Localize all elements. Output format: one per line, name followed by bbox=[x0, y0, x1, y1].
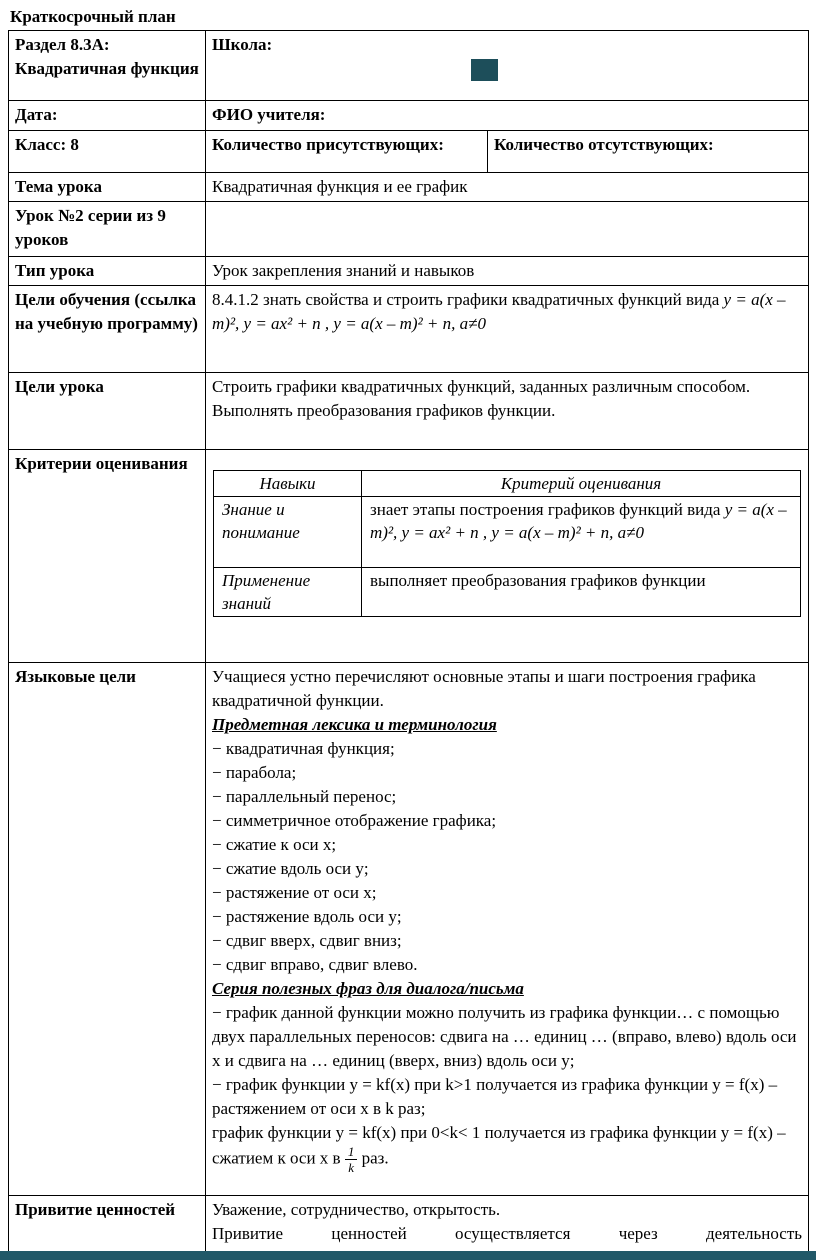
class-cell bbox=[9, 131, 206, 173]
row-criteria bbox=[9, 450, 809, 663]
language-goals-label: Языковые цели bbox=[15, 667, 136, 686]
present-cell bbox=[206, 131, 488, 173]
term-item: − парабола; bbox=[212, 763, 297, 782]
criteria-label-cell bbox=[9, 450, 206, 663]
skills-header: Навыки bbox=[214, 471, 362, 497]
topic-value: Квадратичная функция и ее график bbox=[212, 177, 468, 196]
school-label: Школа: bbox=[212, 35, 273, 54]
term-item: − параллельный перенос; bbox=[212, 787, 397, 806]
criteria-row-application bbox=[214, 568, 801, 617]
school-cell bbox=[206, 31, 809, 101]
absent-label: Количество отсутствующих: bbox=[494, 135, 714, 154]
term-item: − сдвиг вправо, сдвиг влево. bbox=[212, 955, 418, 974]
lesson-type-value-cell bbox=[206, 257, 809, 286]
topic-label: Тема урока bbox=[15, 177, 102, 196]
language-goals-value-cell bbox=[206, 663, 809, 1196]
fraction-numerator: 1 bbox=[345, 1145, 358, 1160]
row-class bbox=[9, 131, 809, 173]
row-goals bbox=[9, 373, 809, 450]
section-cell bbox=[9, 31, 206, 101]
lesson-number-label: Урок №2 серии из 9 уроков bbox=[15, 206, 166, 249]
language-goals-label-cell bbox=[9, 663, 206, 1196]
goals-line2: Выполнять преобразования графиков функции. bbox=[212, 401, 556, 420]
embedded-object bbox=[471, 59, 498, 81]
topic-label-cell bbox=[9, 173, 206, 202]
criterion-cell bbox=[362, 497, 801, 568]
criteria-label: Критерии оценивания bbox=[15, 454, 188, 473]
term-item: − растяжение от оси x; bbox=[212, 883, 377, 902]
skill-cell: Знание и понимание bbox=[214, 497, 362, 568]
row-values bbox=[9, 1196, 809, 1257]
goals-label: Цели урока bbox=[15, 377, 104, 396]
row-date bbox=[9, 101, 809, 131]
language-intro: Учащиеся устно перечисляют основные этапы и шаги построения графика квадратичной функции. bbox=[212, 667, 756, 710]
objectives-label: Цели обучения (ссылка на учебную программу) bbox=[15, 290, 198, 333]
lesson-type-label-cell bbox=[9, 257, 206, 286]
lesson-number-value-cell bbox=[206, 202, 809, 257]
criterion-header: Критерий оценивания bbox=[362, 471, 801, 497]
date-label: Дата: bbox=[15, 105, 58, 124]
bottom-accent-bar bbox=[0, 1251, 816, 1260]
values-label-cell bbox=[9, 1196, 206, 1257]
skill-cell: Применение знаний bbox=[214, 568, 362, 617]
criteria-value-cell bbox=[206, 450, 809, 663]
goals-label-cell bbox=[9, 373, 206, 450]
term-item: − сжатие к оси x; bbox=[212, 835, 337, 854]
objectives-label-cell bbox=[9, 286, 206, 373]
term-item: − квадратичная функция; bbox=[212, 739, 395, 758]
row-language-goals bbox=[9, 663, 809, 1196]
present-label: Количество присутствующих: bbox=[212, 135, 444, 154]
topic-value-cell bbox=[206, 173, 809, 202]
values-line2: Привитие ценностей осуществляется через деятельность bbox=[212, 1224, 802, 1243]
goals-line1: Строить графики квадратичных функций, заданных различным способом. bbox=[212, 377, 751, 396]
criterion-text: выполняет преобразования графиков функции bbox=[370, 571, 706, 590]
objectives-text: 8.4.1.2 знать свойства и строить графики квадратичных функций вида bbox=[212, 290, 724, 309]
criteria-row-knowledge bbox=[214, 497, 801, 568]
term-item: − растяжение вдоль оси y; bbox=[212, 907, 402, 926]
term-item: − симметричное отображение графика; bbox=[212, 811, 497, 830]
term-item: − сдвиг вверх, сдвиг вниз; bbox=[212, 931, 402, 950]
phrases-heading: Серия полезных фраз для диалога/письма bbox=[212, 979, 524, 998]
phrase-text-before: график функции y = kf(x) при 0<k< 1 получается из графика функции y = f(x) – сжатием к оси x в bbox=[212, 1123, 786, 1168]
row-section bbox=[9, 31, 809, 101]
objectives-formula: y = a(x – m)², y = ax² + n , y = a(x – m)² + n, a≠0 bbox=[212, 290, 786, 333]
absent-cell bbox=[488, 131, 809, 173]
criterion-cell bbox=[362, 568, 801, 617]
date-cell bbox=[9, 101, 206, 131]
teacher-label: ФИО учителя: bbox=[212, 105, 326, 124]
row-lesson-type bbox=[9, 257, 809, 286]
phrase-item: − график функции y = kf(x) при k>1 получается из графика функции y = f(x) – растяжением от оси x в k раз; bbox=[212, 1075, 778, 1118]
values-label: Привитие ценностей bbox=[15, 1200, 176, 1219]
row-lesson-number bbox=[9, 202, 809, 257]
criterion-formula: y = a(x – m)², y = ax² + n , y = a(x – m)² + n, a≠0 bbox=[370, 500, 787, 542]
objectives-value-cell bbox=[206, 286, 809, 373]
lesson-type-value: Урок закрепления знаний и навыков bbox=[212, 261, 475, 280]
lesson-type-label: Тип урока bbox=[15, 261, 95, 280]
class-label: Класс: 8 bbox=[15, 135, 79, 154]
values-line1: Уважение, сотрудничество, открытость. bbox=[212, 1200, 501, 1219]
phrase-text-after: раз. bbox=[357, 1148, 389, 1168]
term-item: − сжатие вдоль оси y; bbox=[212, 859, 369, 878]
lesson-plan-table bbox=[8, 30, 809, 1257]
section-label: Раздел 8.3А: Квадратичная функция bbox=[15, 35, 199, 78]
goals-value-cell bbox=[206, 373, 809, 450]
lexis-heading: Предметная лексика и терминология bbox=[212, 715, 497, 734]
lesson-number-cell bbox=[9, 202, 206, 257]
row-objectives bbox=[9, 286, 809, 373]
values-value-cell bbox=[206, 1196, 809, 1257]
page-title: Краткосрочный план bbox=[10, 7, 176, 26]
fraction-denominator: k bbox=[348, 1160, 354, 1175]
criterion-text: знает этапы построения графиков функций вида bbox=[370, 500, 725, 519]
fraction bbox=[345, 1145, 358, 1174]
teacher-cell bbox=[206, 101, 809, 131]
criteria-header-row bbox=[214, 471, 801, 497]
phrase-item bbox=[212, 1121, 802, 1174]
row-topic bbox=[9, 173, 809, 202]
criteria-table bbox=[213, 470, 801, 617]
phrase-item: − график данной функции можно получить из графика функции… с помощью двух параллельных переносов: сдвига на … единиц … (вправо, влево) вдоль оси x и сдвига на … единиц (вверх, вниз) вдоль оси y; bbox=[212, 1003, 797, 1070]
